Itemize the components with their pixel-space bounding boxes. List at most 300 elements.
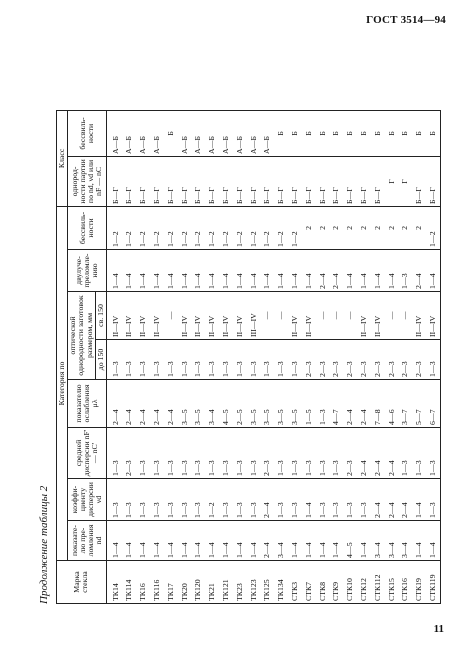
- table-cell: 1—3: [192, 479, 206, 521]
- table-cell: II—IV: [288, 292, 302, 340]
- table-cell: 2: [399, 206, 413, 249]
- table-cell: Б—Г: [205, 156, 219, 206]
- table-cell: 1—3: [426, 479, 440, 521]
- table-cell: 1—4: [385, 250, 399, 292]
- table-cell: 2—3: [371, 340, 385, 380]
- table-cell: 1—3: [274, 340, 288, 380]
- glass-mark-cell: СТК9: [330, 561, 344, 604]
- table-cell: 2—4: [261, 479, 275, 521]
- glass-mark-cell: СТК12: [357, 561, 371, 604]
- table-cell: 2—4: [316, 250, 330, 292]
- table-cell: 1—4: [150, 250, 164, 292]
- table-cell: 1—2: [233, 206, 247, 249]
- table-cell: Б: [288, 110, 302, 156]
- table-cell: А—Б: [261, 110, 275, 156]
- table-cell: 2: [343, 206, 357, 249]
- table-cell: 4—6: [385, 380, 399, 428]
- header-dispersion-coefficient: коэффи-циенту дисперсии νd: [68, 479, 107, 521]
- table-cell: 1—3: [233, 340, 247, 380]
- table-cell: 1—2: [150, 206, 164, 249]
- table-cell: II—IV: [178, 292, 192, 340]
- header-bubble-category: бессвиль-ности: [68, 206, 107, 249]
- table-cell: Б: [302, 110, 316, 156]
- table-cell: А—Б: [123, 110, 137, 156]
- table-cell: 3—5: [274, 380, 288, 428]
- table-cell: 1—4: [302, 479, 316, 521]
- table-cell: 1—3: [219, 428, 233, 479]
- table-cell: 1—3: [247, 340, 261, 380]
- table-cell: 2—4: [136, 380, 150, 428]
- table-cell: 2—3: [261, 428, 275, 479]
- table-cell: 1—2: [123, 206, 137, 249]
- table-row: [357, 60, 371, 603]
- table-cell: 1—3: [233, 428, 247, 479]
- glass-mark-cell: ТК14: [106, 561, 122, 604]
- table-cell: 4—5: [343, 521, 357, 561]
- table-row: [106, 60, 122, 603]
- table-cell: III—IV: [247, 292, 261, 340]
- table-cell: 3—4: [274, 521, 288, 561]
- table-cell: 2—4: [371, 479, 385, 521]
- table-cell: 1—3: [205, 428, 219, 479]
- table-cell: А—Б: [247, 110, 261, 156]
- table-cell: 1—4: [178, 250, 192, 292]
- table-cell: А—Б: [219, 110, 233, 156]
- table-cell: 1—4: [412, 521, 426, 561]
- table-cell: II—IV: [426, 292, 440, 340]
- table-cell: 4—7: [330, 380, 344, 428]
- table-cell: Б: [330, 110, 344, 156]
- header-glass-mark: Марка стекла: [57, 561, 107, 604]
- table-cell: 1—3: [330, 428, 344, 479]
- table-cell: 1—3: [412, 428, 426, 479]
- table-cell: —: [343, 292, 357, 340]
- table-cell: 1—4: [123, 521, 137, 561]
- table-cell: Б—Г: [288, 156, 302, 206]
- table-cell: 1—3: [150, 340, 164, 380]
- table-cell: 3—5: [192, 380, 206, 428]
- table-cell: 1—3: [399, 250, 413, 292]
- glass-mark-cell: ТК123: [247, 561, 261, 604]
- table-cell: Б: [385, 110, 399, 156]
- table-cell: 1—4: [288, 250, 302, 292]
- table-cell: 1—2: [205, 479, 219, 521]
- header-size-to-150: до 150: [95, 340, 106, 380]
- table-cell: А—Б: [106, 110, 122, 156]
- table-cell: 1—2: [192, 206, 206, 249]
- table-cell: 1—3: [136, 340, 150, 380]
- table-cell: 2—4: [106, 380, 122, 428]
- table-cell: Б: [399, 110, 413, 156]
- table-cell: —: [399, 292, 413, 340]
- table-cell: А—Б: [150, 110, 164, 156]
- table-cell: 1—3: [192, 428, 206, 479]
- glass-mark-cell: СТК7: [302, 561, 316, 604]
- table-cell: II—IV: [205, 292, 219, 340]
- table-cell: 1—3: [150, 428, 164, 479]
- table-cell: 1—4: [219, 250, 233, 292]
- table-row: [178, 60, 192, 603]
- table-body: [106, 60, 440, 603]
- table-row: [164, 60, 178, 603]
- table-cell: 3—5: [288, 380, 302, 428]
- table-cell: 1—4: [164, 250, 178, 292]
- table-cell: Г: [399, 156, 413, 206]
- glass-mark-cell: СТК112: [371, 561, 385, 604]
- table-cell: 3—5: [178, 380, 192, 428]
- table-cell: 1—3: [106, 479, 122, 521]
- table-cell: 2—4: [357, 428, 371, 479]
- table-cell: 2: [412, 206, 426, 249]
- table-row: [302, 60, 316, 603]
- table-row: [123, 60, 137, 603]
- table-cell: 6—7: [426, 380, 440, 428]
- table-cell: Б: [316, 110, 330, 156]
- table-cell: 2: [357, 206, 371, 249]
- table-cell: 2—4: [357, 380, 371, 428]
- table-cell: 1—3: [302, 428, 316, 479]
- table-cell: 1—4: [106, 521, 122, 561]
- table-cell: 1—3: [106, 428, 122, 479]
- table-row: [371, 60, 385, 603]
- header-size-over-150: св. 150: [95, 292, 106, 340]
- table-cell: II—IV: [219, 292, 233, 340]
- glass-category-table: [56, 60, 441, 604]
- table-cell: 1—4: [219, 521, 233, 561]
- table-cell: 1—2: [136, 206, 150, 249]
- glass-mark-cell: ТК23: [233, 561, 247, 604]
- table-cell: 1—4: [205, 250, 219, 292]
- table-cell: Б—Г: [150, 156, 164, 206]
- table-cell: II—IV: [371, 292, 385, 340]
- table-cell: Б—Г: [316, 156, 330, 206]
- table-cell: II—IV: [233, 292, 247, 340]
- table-cell: 1—2: [247, 206, 261, 249]
- table-cell: 1—4: [343, 250, 357, 292]
- table-cell: 2—4: [261, 521, 275, 561]
- table-row: [261, 60, 275, 603]
- glass-mark-cell: СТК19: [412, 561, 426, 604]
- table-cell: 1—3: [399, 428, 413, 479]
- table-cell: 1—4: [136, 521, 150, 561]
- table-cell: Б—Г: [426, 156, 440, 206]
- table-cell: Г: [385, 156, 399, 206]
- table-cell: 1—2: [426, 206, 440, 249]
- table-cell: 1—3: [123, 479, 137, 521]
- table-cell: —: [385, 292, 399, 340]
- glass-mark-cell: ТК16: [136, 561, 150, 604]
- table-cell: 2—3: [385, 340, 399, 380]
- table-cell: —: [164, 292, 178, 340]
- table-cell: 1—3: [205, 340, 219, 380]
- table-cell: 2: [385, 206, 399, 249]
- table-cell: Б—Г: [371, 156, 385, 206]
- table-row: [274, 60, 288, 603]
- table-cell: 1—4: [164, 521, 178, 561]
- table-row: [205, 60, 219, 603]
- table-cell: 1—3: [426, 340, 440, 380]
- table-cell: 2—4: [164, 380, 178, 428]
- glass-mark-cell: ТК116: [150, 561, 164, 604]
- table-cell: Б—Г: [123, 156, 137, 206]
- table-cell: —: [274, 292, 288, 340]
- rotated-table-block: [38, 71, 436, 604]
- table-row: [233, 60, 247, 603]
- table-cell: 3—4: [205, 380, 219, 428]
- table-row: [412, 60, 426, 603]
- table-cell: 2: [316, 206, 330, 249]
- table-cell: Б—Г: [164, 156, 178, 206]
- table-cell: 1—4: [357, 521, 371, 561]
- table-cell: II—IV: [357, 292, 371, 340]
- table-cell: 1—3: [330, 479, 344, 521]
- table-cell: 1—3: [192, 340, 206, 380]
- table-cell: 1—4: [261, 250, 275, 292]
- table-cell: А—Б: [192, 110, 206, 156]
- table-cell: 2—4: [123, 380, 137, 428]
- table-cell: Б—Г: [274, 156, 288, 206]
- table-cell: 1—4: [371, 250, 385, 292]
- table-cell: 1—4: [316, 521, 330, 561]
- table-cell: 2—5: [233, 380, 247, 428]
- table-cell: 1—4: [233, 521, 247, 561]
- table-cell: 1—3: [247, 428, 261, 479]
- table-cell: 1—3: [178, 428, 192, 479]
- table-cell: 1—3: [136, 479, 150, 521]
- table-cell: 1—3: [316, 479, 330, 521]
- table-cell: 1—3: [426, 428, 440, 479]
- table-cell: 2—4: [412, 250, 426, 292]
- document-code: ГОСТ 3514—94: [366, 14, 446, 26]
- table-row: [426, 60, 440, 603]
- table-cell: 3—4: [399, 521, 413, 561]
- table-cell: —: [330, 292, 344, 340]
- table-row: [343, 60, 357, 603]
- table-cell: 1—3: [164, 428, 178, 479]
- table-cell: Б: [274, 110, 288, 156]
- table-cell: Б—Г: [343, 156, 357, 206]
- table-cell: Б: [357, 110, 371, 156]
- table-row: [192, 60, 206, 603]
- table-cell: 1—4: [123, 250, 137, 292]
- table-cell: Б—Г: [178, 156, 192, 206]
- table-cell: 1—4: [247, 250, 261, 292]
- table-cell: II—IV: [123, 292, 137, 340]
- table-cell: А—Б: [136, 110, 150, 156]
- table-cell: 2—4: [330, 250, 344, 292]
- table-cell: 1—2: [178, 206, 192, 249]
- table-cell: 2—4: [343, 380, 357, 428]
- header-refractive-index: показате-лю пре-ломления nd: [68, 521, 107, 561]
- table-cell: 1—3: [343, 479, 357, 521]
- table-cell: II—IV: [302, 292, 316, 340]
- table-cell: 1—2: [205, 206, 219, 249]
- table-cell: Б: [164, 110, 178, 156]
- table-cell: 1—3: [233, 479, 247, 521]
- glass-mark-cell: ТК17: [164, 561, 178, 604]
- table-cell: 1—3: [274, 479, 288, 521]
- table-cell: 1—3: [288, 428, 302, 479]
- table-cell: 1—3: [274, 428, 288, 479]
- table-row: [136, 60, 150, 603]
- table-cell: 1—2: [219, 206, 233, 249]
- glass-mark-cell: СТК8: [316, 561, 330, 604]
- table-cell: 2—3: [343, 340, 357, 380]
- table-cell: 1—3: [106, 340, 122, 380]
- table-cell: 2—3: [412, 340, 426, 380]
- glass-mark-cell: ТК120: [192, 561, 206, 604]
- table-cell: 2—3: [316, 340, 330, 380]
- table-cell: 3—5: [247, 380, 261, 428]
- table-cell: 5—7: [412, 380, 426, 428]
- table-cell: Б—Г: [106, 156, 122, 206]
- table-cell: 1—3: [316, 428, 330, 479]
- table-cell: 1—4: [192, 250, 206, 292]
- table-cell: 1—4: [274, 250, 288, 292]
- table-cell: 1—4: [247, 521, 261, 561]
- table-cell: 2: [371, 206, 385, 249]
- table-cell: 1—3: [357, 479, 371, 521]
- table-cell: Б—Г: [330, 156, 344, 206]
- table-row: [399, 60, 413, 603]
- table-cell: 1—4: [302, 521, 316, 561]
- table-cell: 1—3: [288, 479, 302, 521]
- table-cell: II—IV: [412, 292, 426, 340]
- table-cell: 3—4: [385, 521, 399, 561]
- table-cell: 1—2: [288, 206, 302, 249]
- table-row: [150, 60, 164, 603]
- table-cell: 1—3: [178, 340, 192, 380]
- glass-mark-cell: ТК134: [274, 561, 288, 604]
- table-cell: Б—Г: [247, 156, 261, 206]
- table-cell: 2—4: [399, 479, 413, 521]
- table-cell: 1—4: [106, 250, 122, 292]
- table-cell: 2—3: [123, 428, 137, 479]
- table-row: [288, 60, 302, 603]
- table-cell: 1—4: [412, 479, 426, 521]
- table-cell: 1—3: [123, 340, 137, 380]
- table-cell: 2—4: [385, 479, 399, 521]
- table-cell: А—Б: [205, 110, 219, 156]
- table-cell: 7—8: [371, 380, 385, 428]
- header-optical-homogeneity: оптической однородности заготовок размером, мм: [68, 292, 96, 380]
- table-cell: 1—4: [136, 250, 150, 292]
- table-cell: 1—3: [178, 479, 192, 521]
- page-number: 11: [433, 623, 444, 635]
- table-cell: 1—4: [330, 521, 344, 561]
- table-cell: 1—3: [136, 428, 150, 479]
- table-cell: Б—Г: [219, 156, 233, 206]
- table-cell: 3—5: [261, 380, 275, 428]
- table-cell: Б—Г: [261, 156, 275, 206]
- table-row: [385, 60, 399, 603]
- table-cell: 1—4: [233, 250, 247, 292]
- header-birefringence: двулуче-преломле-нию: [68, 250, 107, 292]
- header-class-group: Класс: [57, 110, 68, 206]
- table-cell: 2: [330, 206, 344, 249]
- table-cell: 1—4: [178, 521, 192, 561]
- table-cell: 1—4: [150, 521, 164, 561]
- table-cell: II—IV: [192, 292, 206, 340]
- table-cell: 1—3: [219, 340, 233, 380]
- table-cell: 2—4: [371, 428, 385, 479]
- table-cell: 3—4: [371, 521, 385, 561]
- table-cell: Б—Г: [192, 156, 206, 206]
- table-row: [247, 60, 261, 603]
- table-cell: II—IV: [150, 292, 164, 340]
- table-row: [316, 60, 330, 603]
- glass-mark-cell: СТК10: [343, 561, 357, 604]
- table-cell: 1—4: [288, 521, 302, 561]
- table-row: [219, 60, 233, 603]
- table-cell: 1—2: [261, 206, 275, 249]
- table-cell: 4—5: [219, 380, 233, 428]
- header-category-group: Категория по: [57, 206, 68, 560]
- table-cell: II—IV: [136, 292, 150, 340]
- table-cell: Б: [343, 110, 357, 156]
- table-cell: 1—3: [150, 479, 164, 521]
- table-cell: 2—4: [385, 428, 399, 479]
- table-cell: Б: [412, 110, 426, 156]
- glass-mark-cell: ТК20: [178, 561, 192, 604]
- table-caption: Продолжение таблицы 2: [38, 485, 50, 604]
- glass-mark-cell: СТК15: [385, 561, 399, 604]
- table-cell: 2—3: [399, 340, 413, 380]
- table-cell: Б—Г: [136, 156, 150, 206]
- glass-mark-cell: СТК3: [288, 561, 302, 604]
- header-mean-dispersion: средней дисперсии nF' — nC': [68, 428, 107, 479]
- header-batch-homogeneity-class: однород-ности партии по nd, νd или nF — nC: [68, 156, 107, 206]
- table-cell: 1—5: [302, 380, 316, 428]
- table-cell: 2—3: [302, 340, 316, 380]
- table-cell: 1—3: [261, 340, 275, 380]
- table-cell: Б—Г: [302, 156, 316, 206]
- table-cell: 1—2: [106, 206, 122, 249]
- table-cell: 1—4: [426, 250, 440, 292]
- table-cell: 3—7: [399, 380, 413, 428]
- table-cell: 2—3: [343, 428, 357, 479]
- table-cell: 1—3: [164, 479, 178, 521]
- table-cell: Б—Г: [412, 156, 426, 206]
- table-cell: 2: [302, 206, 316, 249]
- table-cell: 1—3: [219, 479, 233, 521]
- table-cell: 1—3: [164, 340, 178, 380]
- table-cell: Б: [371, 110, 385, 156]
- table-cell: 1—4: [426, 521, 440, 561]
- table-cell: —: [316, 292, 330, 340]
- table-cell: А—Б: [233, 110, 247, 156]
- table-cell: II—IV: [106, 292, 122, 340]
- table-cell: 1—4: [192, 521, 206, 561]
- table-cell: А—Б: [178, 110, 192, 156]
- table-cell: 2—3: [330, 340, 344, 380]
- glass-mark-cell: ТК21: [205, 561, 219, 604]
- table-cell: 2—4: [150, 380, 164, 428]
- table-cell: Б—Г: [233, 156, 247, 206]
- table-cell: 2—3: [357, 340, 371, 380]
- table-cell: 1—4: [357, 250, 371, 292]
- table-cell: 1—4: [302, 250, 316, 292]
- table-cell: 1—2: [274, 206, 288, 249]
- table-cell: 1—3: [288, 340, 302, 380]
- table-cell: 1—3: [247, 479, 261, 521]
- glass-mark-cell: СТК16: [399, 561, 413, 604]
- table-cell: 1—3: [316, 380, 330, 428]
- glass-mark-cell: ТК121: [219, 561, 233, 604]
- glass-mark-cell: ТК114: [123, 561, 137, 604]
- table-cell: 1—2: [164, 206, 178, 249]
- table-row: [330, 60, 344, 603]
